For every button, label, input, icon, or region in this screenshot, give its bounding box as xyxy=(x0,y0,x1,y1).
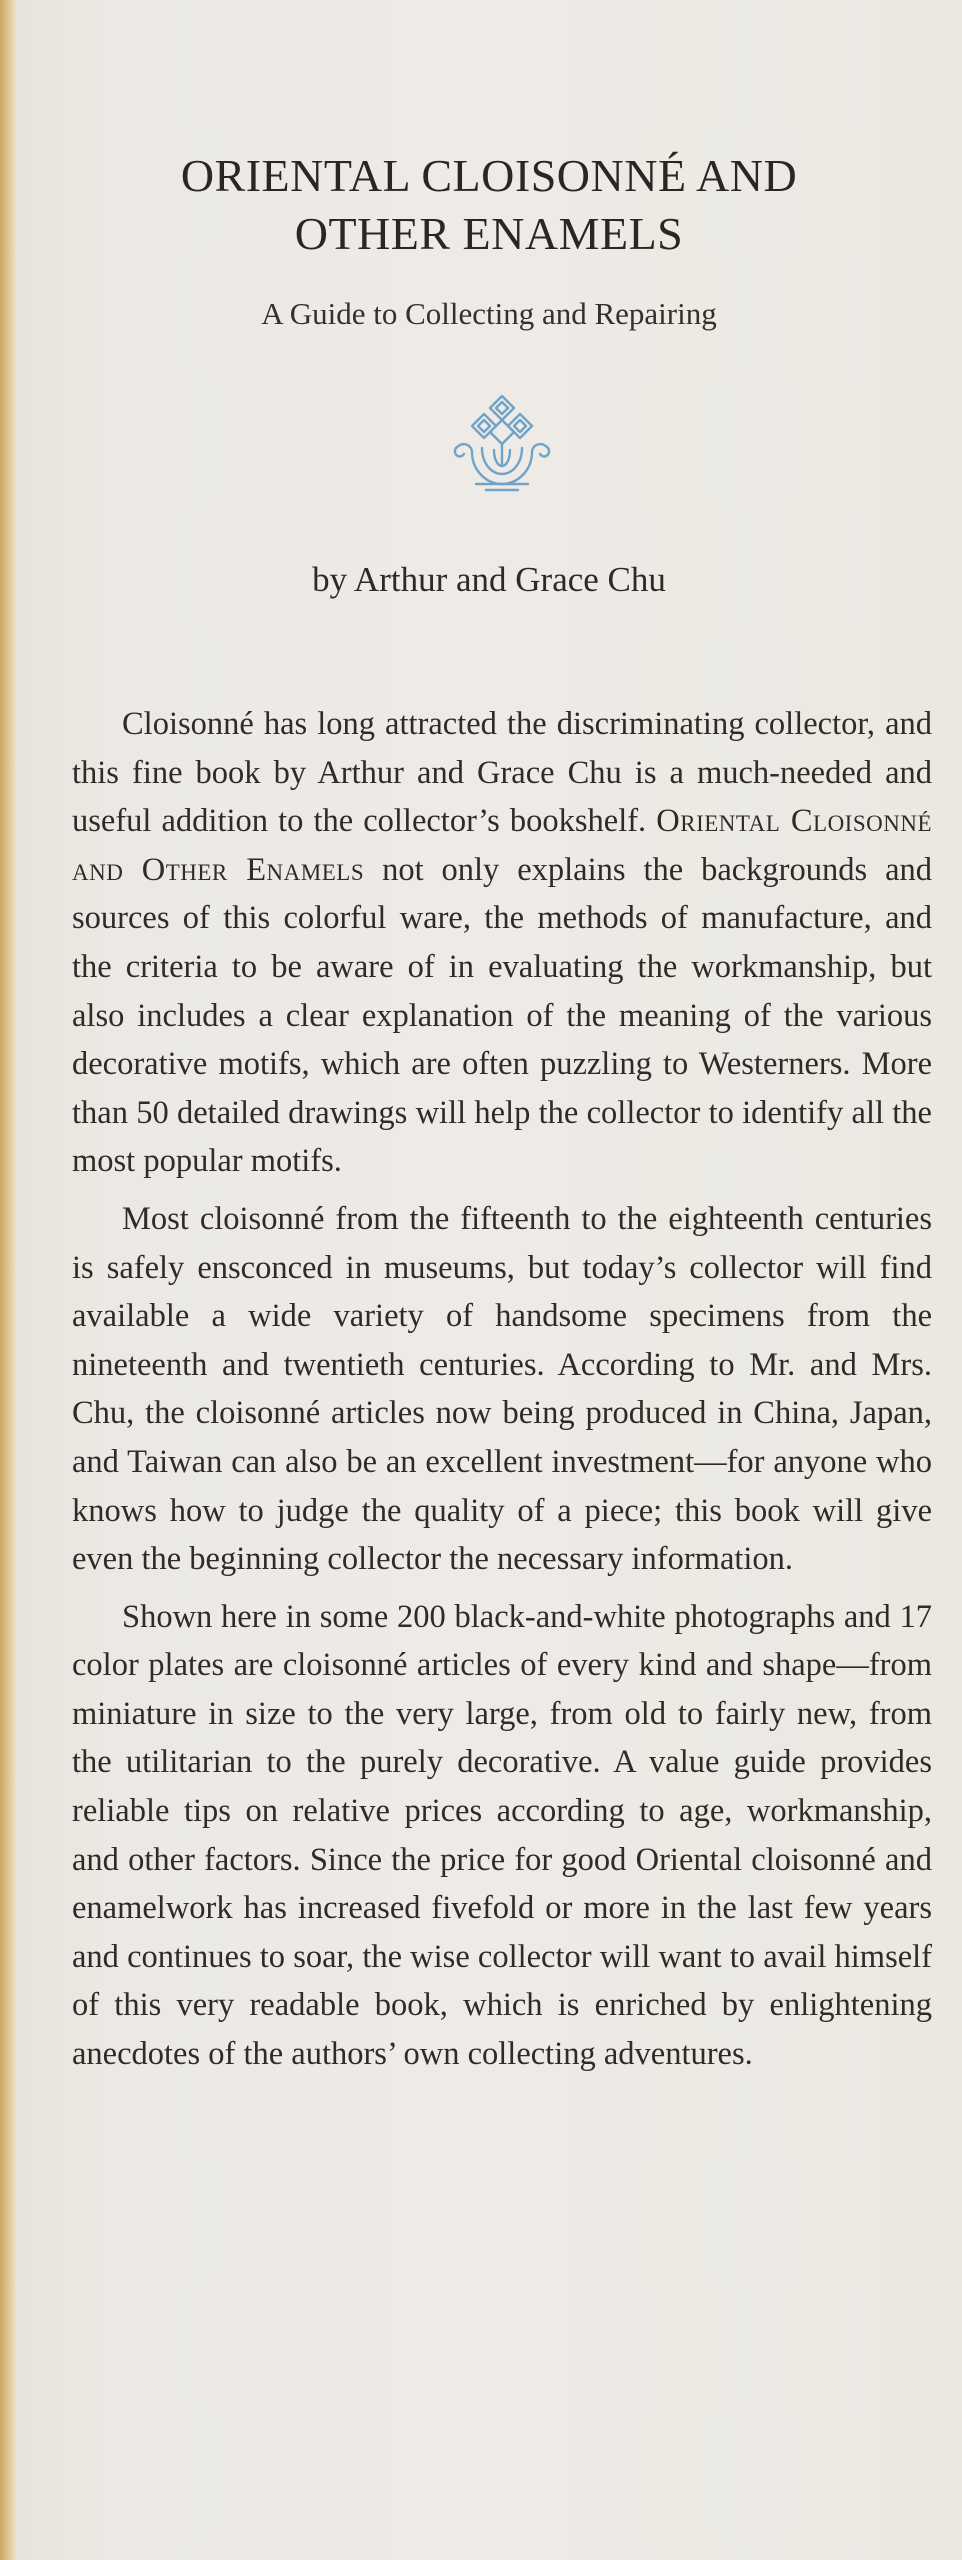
flap-description xyxy=(72,700,932,2088)
book-flap-page xyxy=(16,0,962,2560)
cloisonne-ornament-icon xyxy=(442,388,562,508)
book-title-line-2: OTHER ENAMELS xyxy=(294,208,684,259)
paragraph-2: Most cloisonné from the fifteenth to the eighteenth centuries is safely ensconced in museums, but today’s collector will find available a wide variety of handsome specimens from the nineteenth and twentieth centuries. According to Mr. and Mrs. Chu, the cloisonné articles now being produced in China, Japan, and Taiwan can also be an excellent investment—for anyone who knows how to judge the quality of a piece; this book will give even the beginning collector the necessary information. xyxy=(72,1200,932,1578)
paragraph-3: Shown here in some 200 black-and-white photographs and 17 color plates are cloisonné articles of every kind and shape—from miniature in size to the very large, from old to fairly new, from the utilitarian to the purely decorative. A value guide provides reliable tips on relative prices according to age, workmanship, and other factors. Since the price for good Oriental cloisonné and enamelwork has increased fivefold or more in the last few years and continues to soar, the wise collector will want to avail himself of this very readable book, which is enriched by enlightening anecdotes of the authors’ own collecting adventures. xyxy=(72,1598,932,2073)
inline-book-title: Oriental Cloisonné and Other Enamels xyxy=(72,803,933,888)
paragraph-1-lead: Cloisonné has long attracted the discriminating collector, and this fine book by Arthur and Grace Chu is a much-needed and useful addition to the collector’s bookshelf. xyxy=(72,706,932,840)
paragraph-1-rest: not only explains the backgrounds and sources of this colorful ware, the methods of manufacture, and the criteria to be aware of in evaluating the workmanship, but also includes a clear explanation of the meaning of the various decorative motifs, which are often puzzling to Westerners. More than 50 detailed drawings will help the collector to identify all the most popular motifs. xyxy=(72,851,933,1180)
book-title-line-1: ORIENTAL CLOISONNÉ AND xyxy=(180,150,798,201)
byline-authors: by Arthur and Grace Chu xyxy=(312,560,666,599)
book-subtitle: A Guide to Collecting and Repairing xyxy=(261,296,717,331)
paragraph-1 xyxy=(72,700,932,1186)
